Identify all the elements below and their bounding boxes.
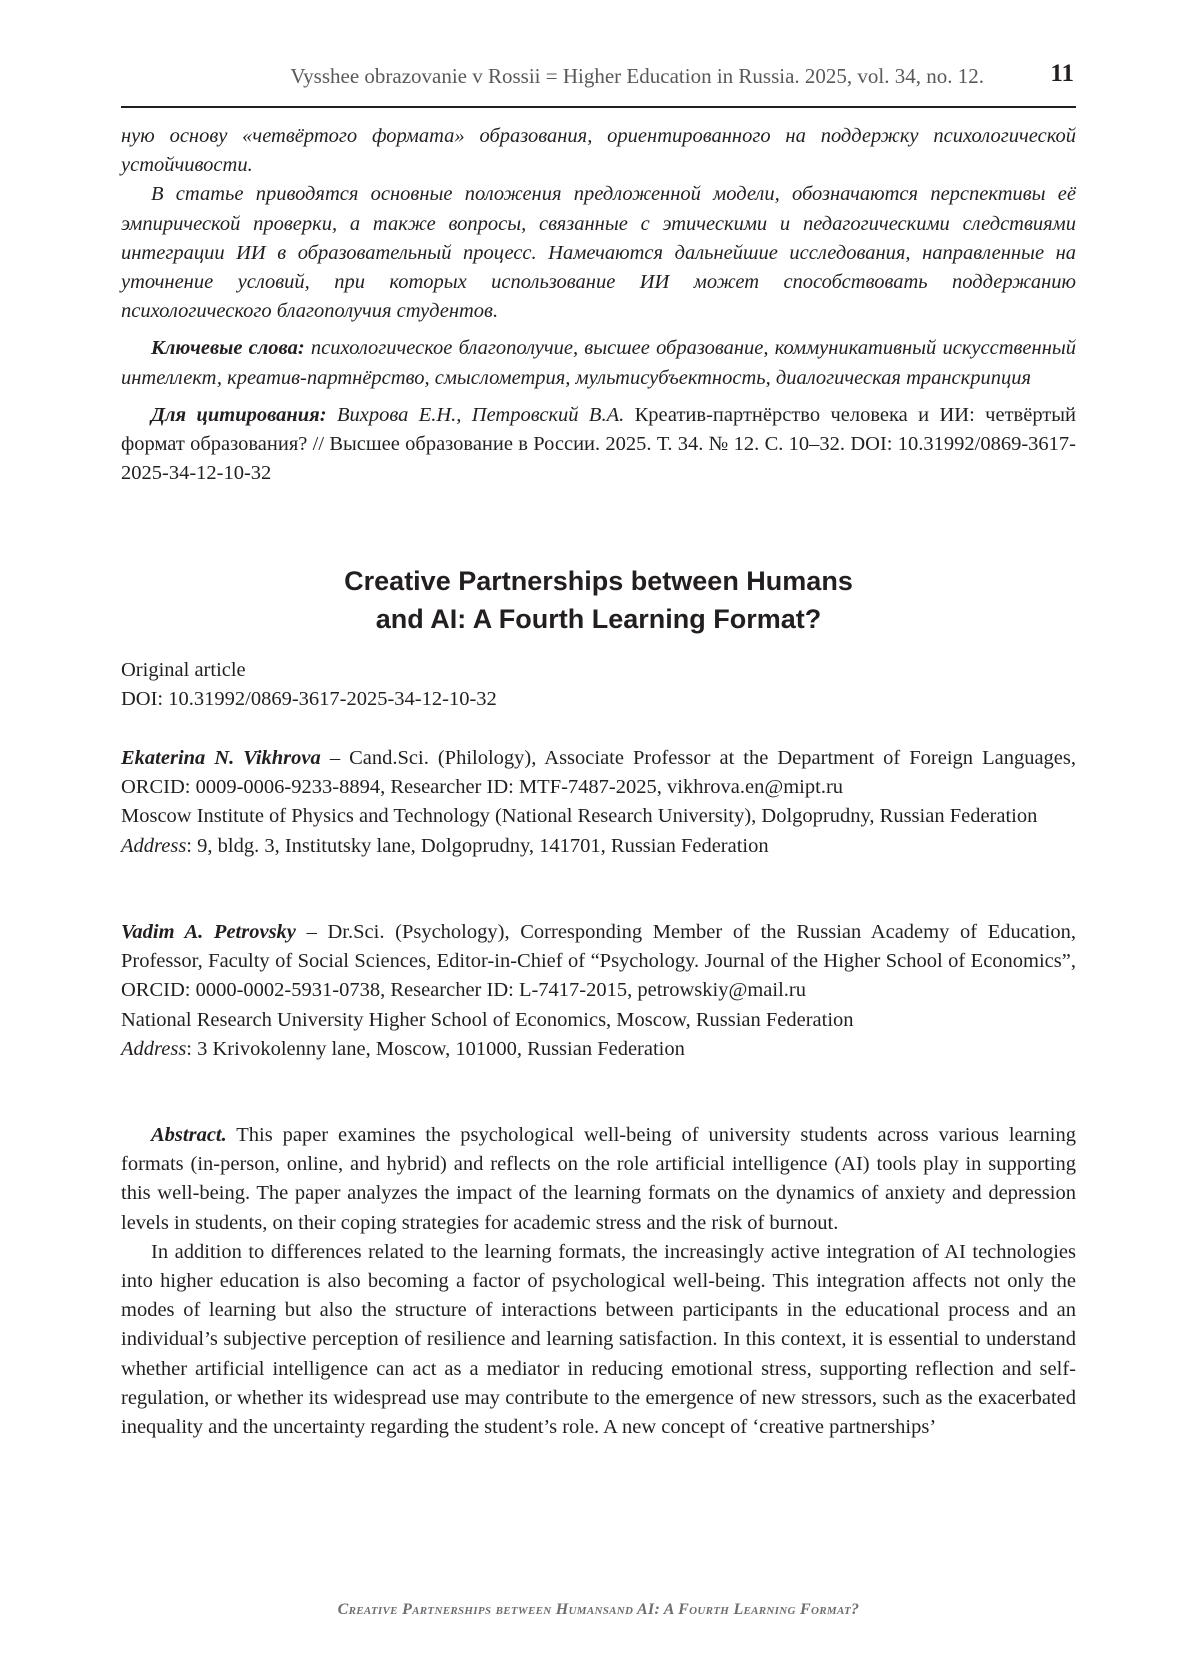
ru-paragraph: ную основу «четвёртого формата» образования, ориентированного на поддержку психологической устойчивости.: [121, 125, 1076, 177]
author-address: [121, 1035, 1076, 1064]
author-info: [121, 918, 1076, 1006]
author-details: – Dr.Sci. (Psychology), Corresponding Member of the Russian Academy of Education, Professor, Faculty of Social Sciences, Editor-in-Chief of “Psychology. Journal of the Higher School of Economics”, ORCID: 0000-0002-5931-0738, Researcher ID: L-7417-2015, petrowskiy@mail.ru: [121, 921, 1077, 1002]
keywords-text: психологическое благополучие, высшее образование, коммуникативный искусственный интеллект, креатив-партнёрство, смыслометрия, мультисубъектность, диалогическая транскрипция: [121, 337, 1077, 389]
abstract-label: Abstract.: [151, 1124, 227, 1146]
author-affiliation: National Research University Higher School of Economics, Moscow, Russian Federation: [121, 1008, 854, 1031]
running-header: [121, 56, 1076, 108]
author-block-1: [121, 744, 1076, 861]
address-text: : 9, bldg. 3, Institutsky lane, Dolgoprudny, 141701, Russian Federation: [186, 834, 769, 857]
author-name: Ekaterina N. Vikhrova: [121, 747, 321, 769]
ru-citation: [121, 401, 1076, 489]
address-label: Address: [121, 834, 187, 857]
author-affiliation: Moscow Institute of Physics and Technology (National Research University), Dolgoprudny, Russian Federation: [121, 805, 1038, 828]
citation-text: Креатив-партнёрство человека и ИИ: четвёртый формат образования? // Высшее образование в России. 2025. Т. 34. № 12. С. 10–32.: [121, 403, 1077, 456]
citation-label: Для цитирования:: [151, 403, 327, 426]
journal-citation: Vysshee obrazovanie v Rossii = Higher Education in Russia. 2025, vol. 34, no. 12.: [290, 64, 984, 88]
address-label: Address: [121, 1037, 187, 1060]
article-title: [121, 562, 1076, 638]
citation-authors: Вихрова Е.Н., Петровский В.А.: [336, 403, 625, 426]
running-footer: Creative Partnerships between Humansand AI: A Fourth Learning Format?: [337, 1601, 860, 1618]
ru-paragraph: В статье приводятся основные положения предложенной модели, обозначаются перспективы её эмпирической проверки, а также вопросы, связанные с этическими и педагогическими следствиями интеграции ИИ в образовательный процесс. Намечаются дальнейшие исследования, направленные на уточнение условий, при которых использование ИИ может способствовать поддержанию психологического благополучия студентов.: [121, 183, 1076, 323]
article-doi: DOI: 10.31992/0869-3617-2025-34-12-10-32: [121, 688, 497, 711]
citation-doi: DOI: 10.31992/0869-3617-2025-34-12-10-32: [121, 433, 1077, 485]
page-number: 11: [1050, 60, 1074, 87]
abstract-paragraph: [121, 1121, 1076, 1238]
russian-abstract-continuation: [121, 122, 1076, 488]
article-meta: [121, 656, 1076, 714]
article-type: Original article: [121, 659, 246, 681]
address-text: : 3 Krivokolenny lane, Moscow, 101000, Russian Federation: [186, 1037, 685, 1060]
author-name: Vadim A. Petrovsky: [121, 921, 296, 943]
author-info: [121, 744, 1076, 802]
abstract-paragraph: In addition to differences related to the learning formats, the increasingly active integration of AI technologies into higher education is also becoming a factor of psychological well-being. This integration affects not only the modes of learning but also the structure of interactions between participants in the educational process and an individual’s subjective perception of resilience and learning satisfaction. In this context, it is essential to understand whether artificial intelligence can act as a mediator in reducing emotional stress, supporting reflection and self-regulation, or whether its widespread use may contribute to the emergence of new stressors, such as the exacerbated inequality and the uncertainty regarding the student’s role. A new concept of ‘creative partnerships’: [121, 1240, 1076, 1439]
title-line: Creative Partnerships between Humans: [344, 566, 853, 596]
title-line: and AI: A Fourth Learning Format?: [375, 604, 822, 634]
ru-keywords: [121, 334, 1076, 392]
abstract: [121, 1121, 1076, 1442]
abstract-text: This paper examines the psychological well-being of university students across various learning formats (in-person, online, and hybrid) and reflects on the role artificial intelligence (AI) tools play in supporting this well-being. The paper analyzes the impact of the learning formats on the dynamics of anxiety and depression levels in students, on their coping strategies for academic stress and the risk of burnout.: [121, 1124, 1076, 1234]
author-details: – Cand.Sci. (Philology), Associate Professor at the Department of Foreign Languages, ORCID: 0009-0006-9233-8894, Researcher ID: MTF-7487-2025, vikhrova.en@mipt.ru: [121, 747, 1077, 799]
author-block-2: [121, 918, 1076, 1064]
keywords-label: Ключевые слова:: [151, 337, 305, 360]
author-address: [121, 832, 1076, 861]
